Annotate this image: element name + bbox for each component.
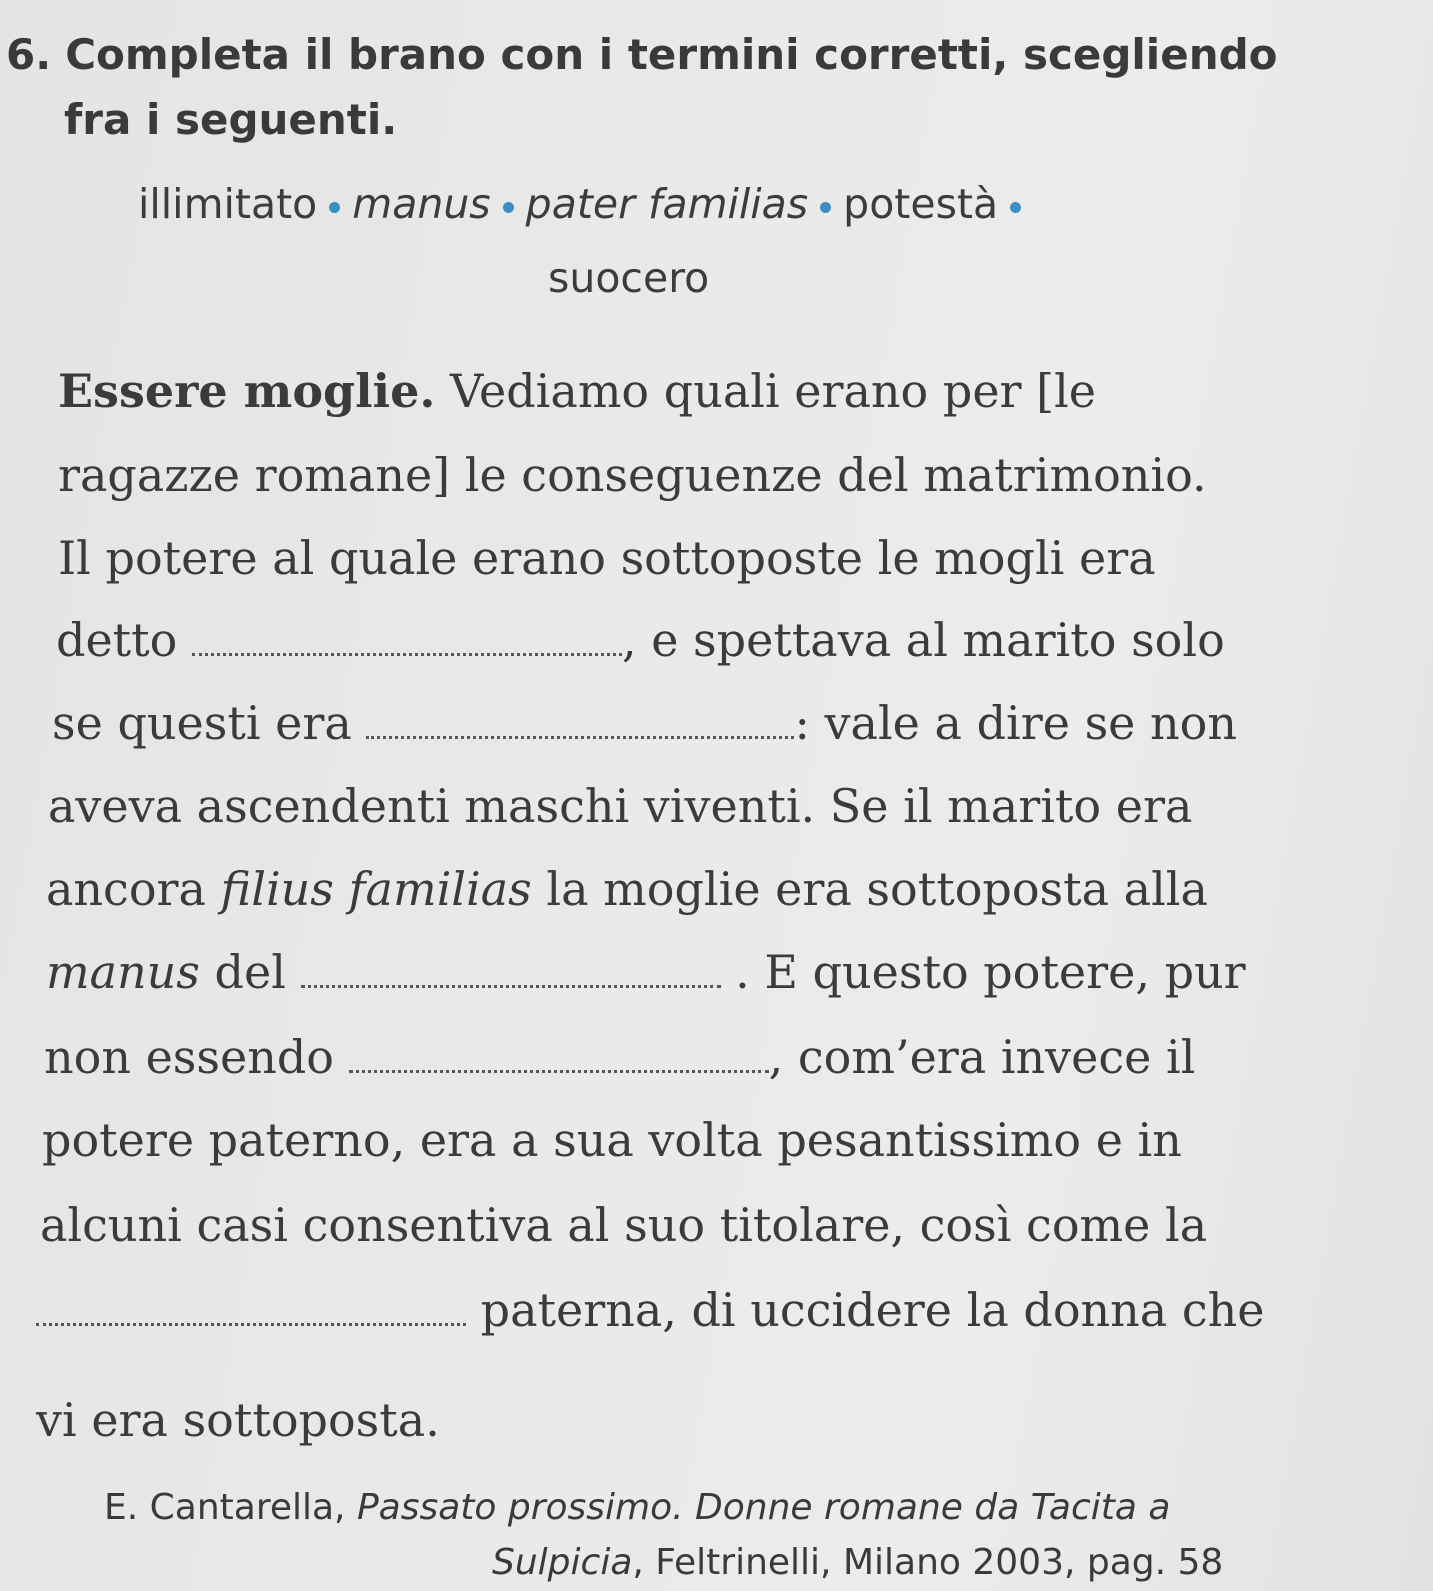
instruction-line-1: Completa il brano con i termini corretti, scegliendo	[65, 30, 1278, 79]
passage-line-11: alcuni casi consentiva al suo titolare, così come la	[40, 1198, 1208, 1252]
bullet-icon	[503, 202, 514, 213]
bullet-icon	[1010, 202, 1021, 213]
word-manus: manus	[352, 180, 491, 228]
exercise-number: 6.	[6, 30, 52, 79]
word-potesta: potestà	[843, 180, 999, 228]
passage-line-2: ragazze romane] le conseguenze del matrimonio.	[58, 448, 1207, 502]
source-citation-line-2: Sulpicia, Feltrinelli, Milano 2003, pag. 58	[492, 1542, 1224, 1583]
blank-5[interactable]	[36, 1313, 466, 1326]
word-pater-familias: pater familias	[525, 180, 809, 228]
instruction-line-2: fra i seguenti.	[64, 95, 398, 144]
passage-line-13: vi era sottoposta.	[36, 1393, 440, 1447]
passage-line-12: paterna, di uccidere la donna che	[36, 1283, 1264, 1337]
passage-line-4: detto , e spettava al marito solo	[56, 613, 1225, 667]
passage-line-9: non essendo , com’era invece il	[44, 1030, 1196, 1084]
word-illimitato: illimitato	[138, 180, 318, 228]
bullet-icon	[820, 202, 831, 213]
passage-line-7: ancora filius familias la moglie era sottoposta alla	[46, 862, 1208, 916]
passage-title: Essere moglie.	[58, 364, 436, 418]
word-bank	[138, 180, 1033, 228]
passage-line-8: manus del . E questo potere, pur	[46, 945, 1246, 999]
exercise-instruction	[6, 30, 1278, 79]
blank-2[interactable]	[366, 726, 794, 739]
source-citation-line-1: E. Cantarella, Passato prossimo. Donne romane da Tacita a	[104, 1487, 1171, 1528]
word-suocero: suocero	[548, 254, 710, 302]
passage-line-3: Il potere al quale erano sottoposte le mogli era	[58, 531, 1156, 585]
bullet-icon	[329, 202, 340, 213]
passage-line-5: se questi era : vale a dire se non	[52, 696, 1237, 750]
blank-1[interactable]	[192, 643, 622, 656]
passage-line-6: aveva ascendenti maschi viventi. Se il marito era	[48, 779, 1193, 833]
blank-4[interactable]	[349, 1060, 769, 1073]
passage-line-1: Essere moglie. Vediamo quali erano per [le	[58, 364, 1097, 418]
blank-3[interactable]	[301, 975, 721, 988]
passage-line-10: potere paterno, era a sua volta pesantissimo e in	[42, 1113, 1182, 1167]
